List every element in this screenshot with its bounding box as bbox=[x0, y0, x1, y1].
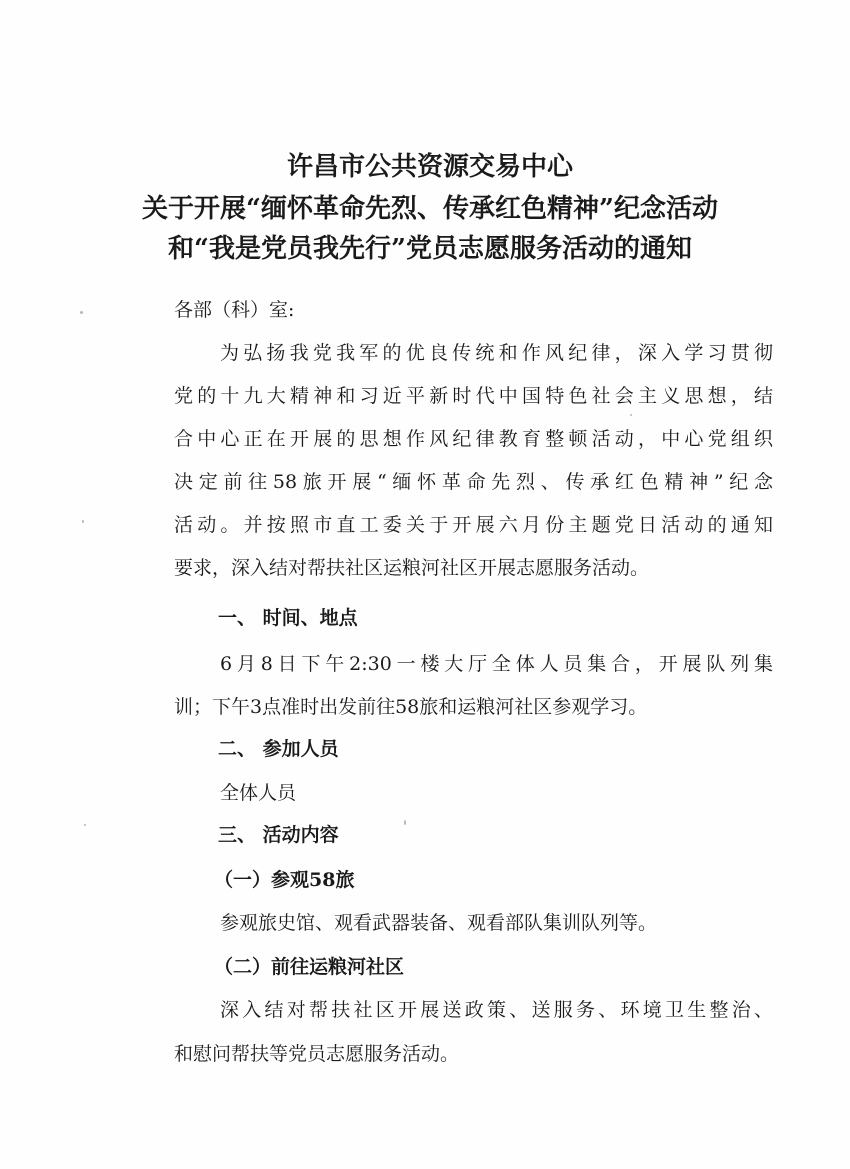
subsection-2-line: 和慰问帮扶等党员志愿服务活动。 bbox=[174, 1043, 460, 1065]
title-line-2: 关于开展“缅怀革命先烈、传承红色精神”纪念活动 bbox=[142, 194, 718, 224]
section-1-line: 6月8日下午2:30一楼大厅全体人员集合，开展队列集 bbox=[220, 653, 773, 675]
scan-speck bbox=[404, 820, 406, 825]
subsection-2-line: 深入结对帮扶社区开展送政策、送服务、环境卫生整治、 bbox=[220, 999, 773, 1021]
scan-speck bbox=[630, 414, 632, 416]
subsection-1-heading: （一）参观58旅 bbox=[214, 869, 355, 891]
intro-line: 要求，深入结对帮扶社区运粮河社区开展志愿服务活动。 bbox=[174, 557, 650, 579]
section-2-text: 全体人员 bbox=[220, 782, 297, 804]
title-line-3: 和“我是党员我先行”党员志愿服务活动的通知 bbox=[168, 234, 692, 264]
section-3-heading: 三、 活动内容 bbox=[218, 824, 339, 846]
subsection-2-heading: （二）前往运粮河社区 bbox=[214, 956, 405, 978]
title-line-1: 许昌市公共资源交易中心 bbox=[286, 152, 573, 182]
scan-speck bbox=[84, 824, 86, 826]
intro-line: 为弘扬我党我军的优良传统和作风纪律，深入学习贯彻 bbox=[220, 342, 773, 364]
intro-line: 合中心正在开展的思想作风纪律教育整顿活动，中心党组织 bbox=[174, 428, 773, 450]
scan-speck bbox=[82, 520, 84, 523]
intro-line: 决定前往58旅开展“缅怀革命先烈、传承红色精神”纪念 bbox=[174, 471, 773, 493]
section-2-heading: 二、 参加人员 bbox=[218, 738, 339, 760]
section-1-line: 训；下午3点准时出发前往58旅和运粮河社区参观学习。 bbox=[174, 696, 648, 718]
intro-line: 活动。并按照市直工委关于开展六月份主题党日活动的通知 bbox=[174, 514, 773, 536]
scan-speck bbox=[80, 311, 83, 314]
intro-line: 党的十九大精神和习近平新时代中国特色社会主义思想，结 bbox=[174, 385, 773, 407]
salutation: 各部（科）室: bbox=[174, 299, 295, 321]
section-1-heading: 一、 时间、地点 bbox=[218, 607, 358, 629]
subsection-1-text: 参观旅史馆、观看武器装备、观看部队集训队列等。 bbox=[220, 912, 658, 934]
